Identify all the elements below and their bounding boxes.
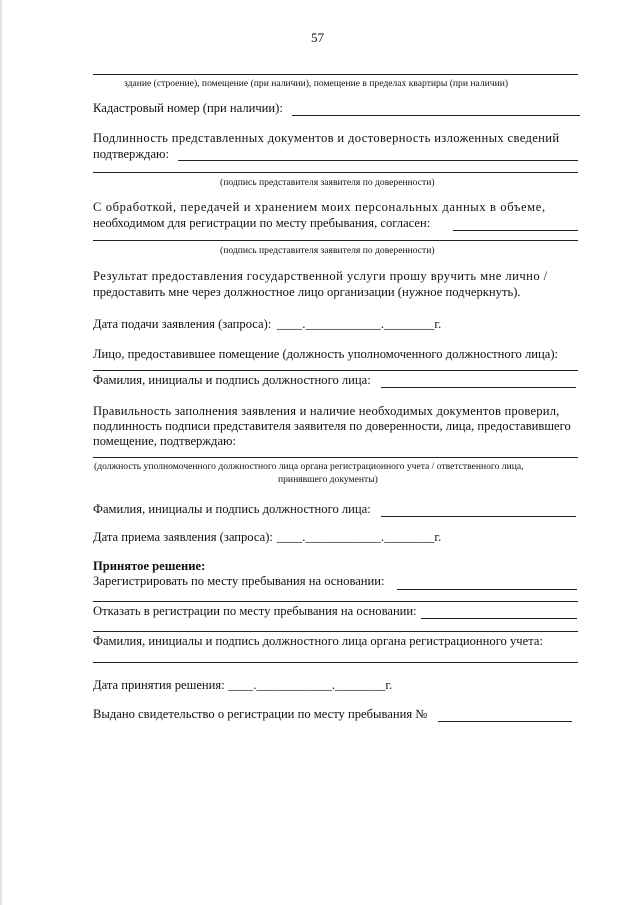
address-caption: здание (строение), помещение (при наличии), помещение в пределах квартиры (при наличии) xyxy=(124,78,509,89)
register-label: Зарегистрировать по месту пребывания на основании: xyxy=(93,574,385,588)
registration-official-caption-line1: (должность уполномоченного должностного лица органа регистрационного учета / ответственного лица, xyxy=(94,461,524,472)
reception-date-blank[interactable]: ____.____________.________г. xyxy=(277,530,442,544)
register-fill-line-2[interactable] xyxy=(93,601,578,602)
official-name-label-2: Фамилия, инициалы и подпись должностного лица: xyxy=(93,502,371,516)
check-text-line1: Правильность заполнения заявления и наличие необходимых документов проверил, xyxy=(93,404,560,418)
rep-signature-caption-2: (подпись представителя заявителя по доверенности) xyxy=(220,245,435,256)
refuse-fill-line[interactable] xyxy=(421,618,577,619)
page-number: 57 xyxy=(311,30,324,45)
page-edge-shadow xyxy=(0,0,2,905)
official-name-fill-line-2[interactable] xyxy=(381,516,576,517)
reception-date-label: Дата приема заявления (запроса): xyxy=(93,530,273,544)
authenticity-fill-line[interactable] xyxy=(178,160,578,161)
registration-official-line[interactable] xyxy=(93,457,578,458)
provider-fill-line[interactable] xyxy=(93,370,578,371)
certificate-number-fill-line[interactable] xyxy=(438,721,572,722)
registration-official-caption-line2: принявшего документы) xyxy=(278,474,378,485)
certificate-label: Выдано свидетельство о регистрации по месту пребывания № xyxy=(93,707,428,721)
decision-date-label: Дата принятия решения: xyxy=(93,678,225,692)
consent-text-line1: С обработкой, передачей и хранением моих персональных данных в объеме, xyxy=(93,200,546,214)
official-name-label-1: Фамилия, инициалы и подпись должностного лица: xyxy=(93,373,371,387)
cadastral-label: Кадастровый номер (при наличии): xyxy=(93,101,283,115)
registration-body-official-label: Фамилия, инициалы и подпись должностного лица органа регистрационного учета: xyxy=(93,634,543,648)
register-fill-line[interactable] xyxy=(397,589,577,590)
consent-fill-line[interactable] xyxy=(453,230,578,231)
address-fill-line xyxy=(93,74,578,75)
consent-text-line2: необходимом для регистрации по месту пребывания, согласен: xyxy=(93,216,431,230)
refuse-label: Отказать в регистрации по месту пребывания на основании: xyxy=(93,604,417,618)
rep-signature-line-2[interactable] xyxy=(93,240,578,241)
cadastral-fill-line[interactable] xyxy=(292,115,580,116)
result-text-line1: Результат предоставления государственной услуги прошу вручить мне лично / xyxy=(93,269,548,283)
authenticity-text-line1: Подлинность представленных документов и достоверность изложенных сведений xyxy=(93,131,560,145)
authenticity-text-line2: подтверждаю: xyxy=(93,147,169,161)
submission-date-label: Дата подачи заявления (запроса): xyxy=(93,317,272,331)
official-name-fill-line-1[interactable] xyxy=(381,387,576,388)
provider-label: Лицо, предоставившее помещение (должность уполномоченного должностного лица): xyxy=(93,347,559,361)
submission-date-blank[interactable]: ____.____________.________г. xyxy=(277,317,442,331)
decision-date-blank[interactable]: ____.____________.________г. xyxy=(228,678,393,692)
refuse-fill-line-2[interactable] xyxy=(93,631,578,632)
rep-signature-line-1[interactable] xyxy=(93,172,578,173)
rep-signature-caption-1: (подпись представителя заявителя по доверенности) xyxy=(220,177,435,188)
result-text-line2: предоставить мне через должностное лицо организации (нужное подчеркнуть). xyxy=(93,285,521,299)
check-text-line2: подлинность подписи представителя заявителя по доверенности, лица, предоставившего xyxy=(93,419,571,433)
registration-body-official-fill-line[interactable] xyxy=(93,662,578,663)
check-text-line3: помещение, подтверждаю: xyxy=(93,434,236,448)
decision-heading: Принятое решение: xyxy=(93,559,206,573)
